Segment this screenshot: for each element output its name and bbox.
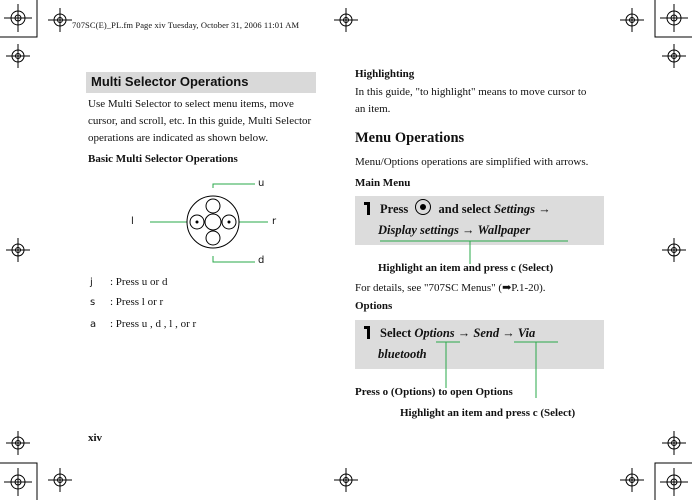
highlighting-line: In this guide, "to highlight" means to move cursor to [355,86,587,98]
op-symbol: j [90,277,93,288]
highlight-press-note-1: Highlight an item and press c (Select) [378,262,554,274]
section-title: Multi Selector Operations [91,74,249,89]
section-title-box [86,72,316,93]
highlighting-heading: Highlighting [355,68,415,80]
registration-mark-br [660,468,688,496]
multi-selector-diagram [120,172,290,272]
highlighting-text [355,84,615,118]
print-header: 707SC(E)_PL.fm Page xiv Tuesday, October 31, 2006 11:01 AM [72,20,300,30]
menu-item-settings: Settings [494,202,536,216]
menu-operations-heading: Menu Operations [355,130,465,146]
highlight-press-note-2: Highlight an item and press c (Select) [400,407,576,419]
step-line-1 [380,199,551,220]
op-symbol: a [90,319,97,330]
page-number: xiv [88,432,103,444]
registration-mark-bl [4,468,32,496]
op-row [90,316,196,333]
menu-item-bluetooth: bluetooth [378,347,427,361]
menu-item-wallpaper: Wallpaper [477,223,531,237]
menu-item-via: Via [517,326,536,340]
intro-line: cursor, and scroll, etc. In this guide, Multi Selector [88,115,312,127]
intro-line: Use Multi Selector to select menu items, move [88,98,294,110]
menu-item-send: Send [473,326,500,340]
options-heading: Options [355,300,393,312]
op-desc: : Press u or d [110,276,168,288]
press-options-note: Press o (Options) to open Options [355,386,513,398]
basic-ops-heading: Basic Multi Selector Operations [88,153,238,165]
and-select-text: and select [438,202,491,216]
intro-line: operations are indicated as shown below. [88,132,269,144]
intro-paragraph [88,96,338,147]
label-down: d [258,255,265,266]
op-row [90,274,167,291]
op-row [90,294,163,311]
registration-mark-tr [660,4,688,32]
op-desc: : Press l or r [110,296,164,308]
center-key-icon [415,199,431,215]
arrow-icon: → [538,202,551,216]
menu-item-display-settings: Display settings [378,223,459,237]
label-up: u [258,178,265,189]
menu-item-options: Options [414,326,455,340]
press-text: Press [380,202,409,216]
registration-mark-tl [4,4,32,32]
highlighting-line: an item. [355,103,391,115]
arrow-icon: → [457,326,471,340]
label-left: l [131,216,134,227]
op-symbol: s [90,297,96,308]
op-desc: : Press u , d , l , or r [110,318,197,330]
main-menu-heading: Main Menu [355,177,411,189]
details-reference: For details, see "707SC Menus" (➡P.1-20). [355,282,546,294]
menu-operations-text: Menu/Options operations are simplified with arrows. [355,156,589,168]
select-text: Select [380,326,412,340]
arrow-icon: → [462,223,475,237]
label-right: r [272,216,277,227]
arrow-icon: → [502,326,515,340]
